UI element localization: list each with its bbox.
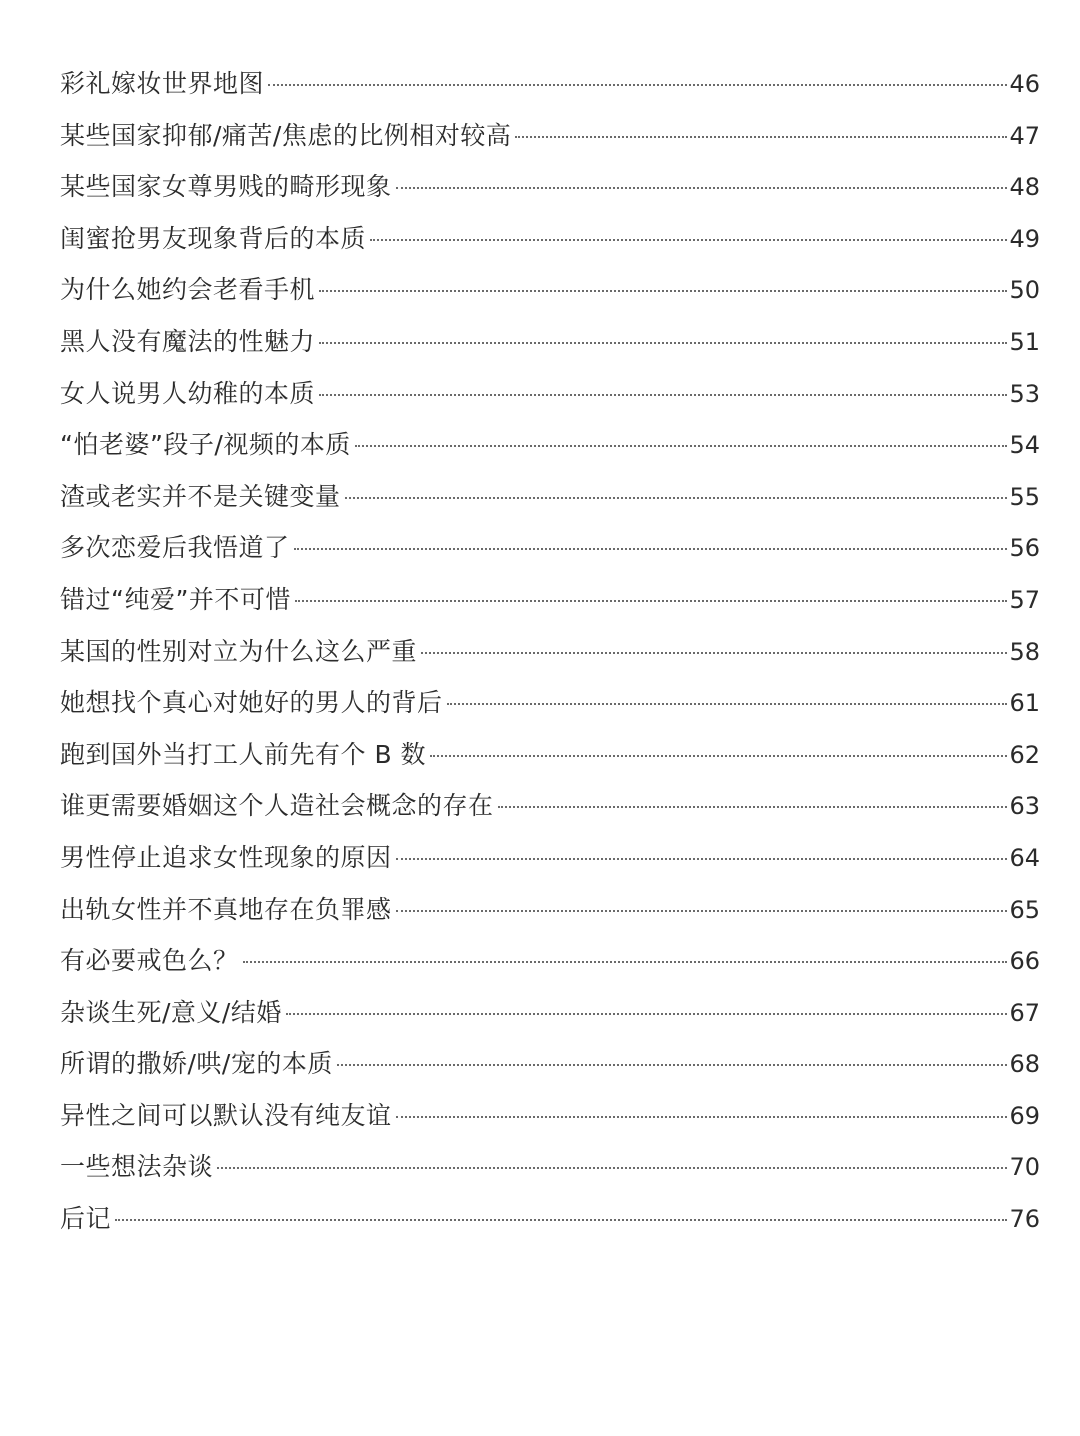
toc-entry-title: 某些国家女尊男贱的畸形现象	[60, 172, 392, 202]
toc-entry-title: 多次恋爱后我悟道了	[60, 533, 290, 563]
toc-entry-page-number: 48	[1009, 173, 1040, 202]
toc-entry-page-number: 56	[1009, 534, 1040, 563]
dot-leader	[430, 755, 1007, 757]
dot-leader	[345, 497, 1008, 499]
toc-entry-title: 出轨女性并不真地存在负罪感	[60, 894, 392, 924]
toc-entry-page-number: 70	[1009, 1153, 1040, 1182]
toc-entry-title: 后记	[60, 1204, 112, 1234]
toc-entry-title: 男性停止追求女性现象的原因	[60, 842, 392, 872]
toc-entry[interactable]	[60, 316, 1040, 368]
toc-entry-title: 某国的性别对立为什么这么严重	[60, 636, 418, 666]
toc-entry-title: 有必要戒色么？	[60, 946, 239, 976]
toc-entry[interactable]	[60, 161, 1040, 213]
toc-entry-title: 黑人没有魔法的性魅力	[60, 326, 316, 356]
toc-entry[interactable]	[60, 574, 1040, 626]
toc-entry-title: 她想找个真心对她好的男人的背后	[60, 688, 443, 718]
toc-entry-title: 一些想法杂谈	[60, 1152, 214, 1182]
dot-leader	[115, 1219, 1007, 1221]
toc-entry-title: 谁更需要婚姻这个人造社会概念的存在	[60, 791, 494, 821]
toc-entry-page-number: 68	[1009, 1050, 1040, 1079]
toc-entry-page-number: 67	[1009, 998, 1040, 1027]
toc-entry-page-number: 55	[1009, 482, 1040, 511]
toc-entry-page-number: 49	[1009, 224, 1040, 253]
toc-entry-page-number: 61	[1009, 689, 1040, 718]
toc-entry-title: 闺蜜抢男友现象背后的本质	[60, 223, 367, 253]
dot-leader	[396, 1116, 1008, 1118]
toc-entry-page-number: 54	[1009, 431, 1040, 460]
toc-entry[interactable]	[60, 419, 1040, 471]
toc-entry[interactable]	[60, 58, 1040, 110]
toc-entry-title: “怕老婆”段子/视频的本质	[60, 430, 351, 460]
dot-leader	[370, 239, 1007, 241]
toc-entry[interactable]	[60, 780, 1040, 832]
toc-entry[interactable]	[60, 110, 1040, 162]
toc-entry[interactable]	[60, 471, 1040, 523]
toc-entry[interactable]	[60, 1141, 1040, 1193]
toc-entry[interactable]	[60, 1193, 1040, 1245]
dot-leader	[286, 1013, 1008, 1015]
toc-entry-page-number: 65	[1009, 895, 1040, 924]
toc-entry-title: 彩礼嫁妆世界地图	[60, 69, 265, 98]
dot-leader	[447, 703, 1008, 705]
toc-entry[interactable]	[60, 626, 1040, 678]
toc-entry[interactable]	[60, 677, 1040, 729]
toc-entry-page-number: 58	[1009, 637, 1040, 666]
toc-entry-page-number: 51	[1009, 327, 1040, 356]
toc-entry-title: 错过“纯爱”并不可惜	[60, 584, 291, 614]
toc-entry-page-number: 46	[1009, 70, 1040, 98]
toc-entry-page-number: 47	[1009, 121, 1040, 150]
dot-leader	[295, 600, 1008, 602]
toc-entry[interactable]	[60, 884, 1040, 936]
toc-entry-page-number: 53	[1009, 379, 1040, 408]
toc-entry[interactable]	[60, 1038, 1040, 1090]
toc-entry-title: 为什么她约会老看手机	[60, 275, 316, 305]
toc-entry[interactable]	[60, 832, 1040, 884]
dot-leader	[396, 910, 1008, 912]
toc-entry-title: 所谓的撒娇/哄/宠的本质	[60, 1049, 333, 1079]
table-of-contents	[60, 58, 1040, 1245]
toc-entry-page-number: 57	[1009, 585, 1040, 614]
toc-entry[interactable]	[60, 264, 1040, 316]
dot-leader	[243, 961, 1008, 963]
toc-entry[interactable]	[60, 368, 1040, 420]
dot-leader	[396, 858, 1008, 860]
dot-leader	[498, 806, 1008, 808]
dot-leader	[337, 1064, 1008, 1066]
toc-entry[interactable]	[60, 1090, 1040, 1142]
toc-entry[interactable]	[60, 729, 1040, 781]
toc-entry-page-number: 66	[1009, 947, 1040, 976]
dot-leader	[268, 84, 1007, 86]
toc-entry[interactable]	[60, 935, 1040, 987]
toc-entry-page-number: 76	[1009, 1205, 1040, 1234]
dot-leader	[294, 548, 1008, 550]
toc-entry-page-number: 69	[1009, 1101, 1040, 1130]
dot-leader	[396, 187, 1008, 189]
dot-leader	[421, 652, 1007, 654]
dot-leader	[217, 1167, 1007, 1169]
toc-entry-title: 杂谈生死/意义/结婚	[60, 997, 282, 1027]
toc-entry-page-number: 64	[1009, 843, 1040, 872]
dot-leader	[319, 342, 1007, 344]
dot-leader	[319, 394, 1007, 396]
toc-entry-page-number: 63	[1009, 792, 1040, 821]
dot-leader	[319, 290, 1007, 292]
toc-entry-title: 某些国家抑郁/痛苦/焦虑的比例相对较高	[60, 120, 512, 150]
toc-entry-title: 女人说男人幼稚的本质	[60, 378, 316, 408]
toc-entry-title: 跑到国外当打工人前先有个 B 数	[60, 739, 427, 769]
dot-leader	[355, 445, 1008, 447]
toc-entry-title: 异性之间可以默认没有纯友谊	[60, 1100, 392, 1130]
toc-entry[interactable]	[60, 213, 1040, 265]
toc-entry[interactable]	[60, 522, 1040, 574]
toc-entry-page-number: 50	[1009, 276, 1040, 305]
toc-entry-page-number: 62	[1009, 740, 1040, 769]
toc-entry[interactable]	[60, 987, 1040, 1039]
dot-leader	[515, 136, 1007, 138]
toc-entry-title: 渣或老实并不是关键变量	[60, 481, 341, 511]
